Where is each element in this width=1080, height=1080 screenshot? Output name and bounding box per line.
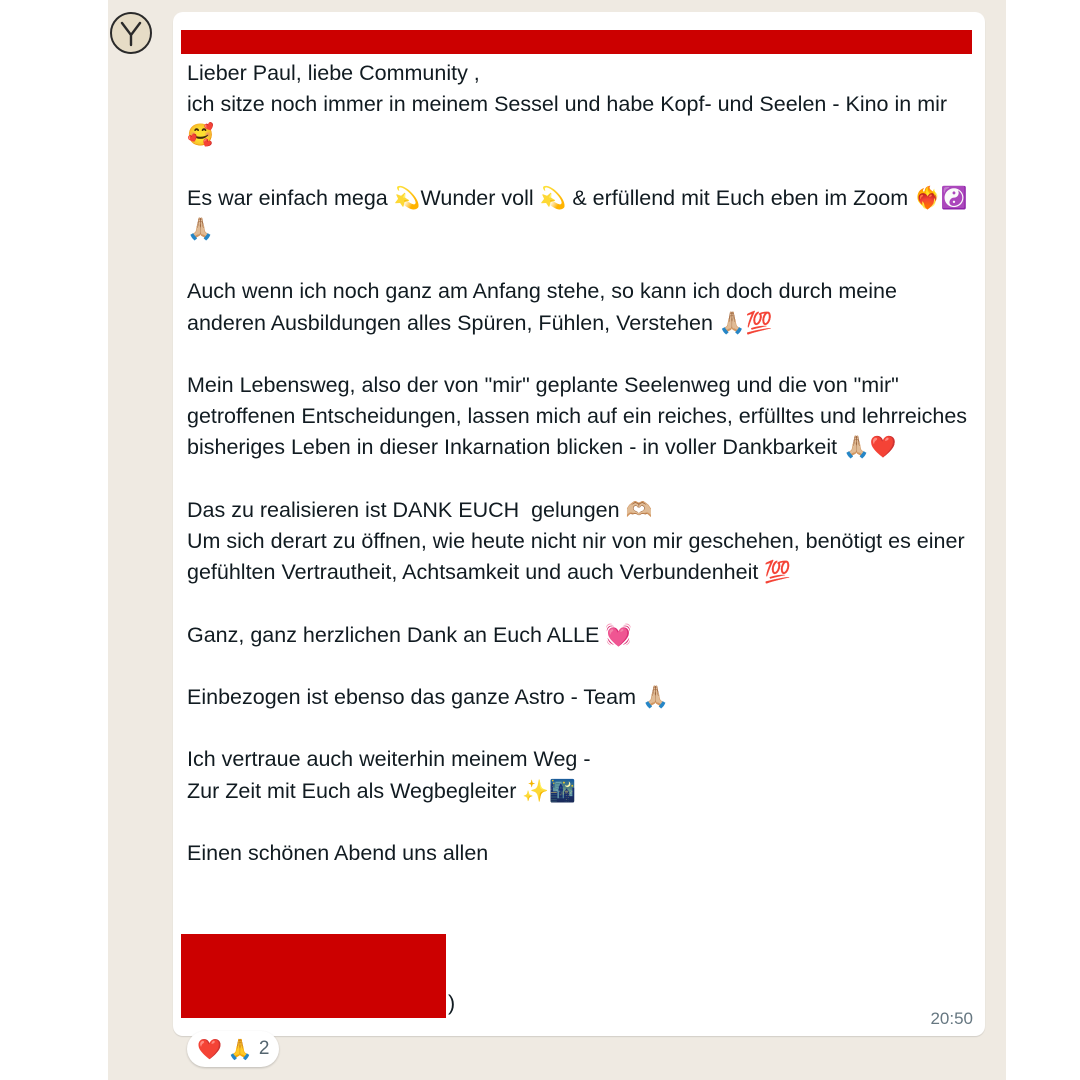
heart-reaction-icon: ❤️ xyxy=(197,1038,222,1061)
message-timestamp: 20:50 xyxy=(930,1009,973,1028)
y-letter-icon xyxy=(112,14,150,52)
pray-reaction-icon: 🙏 xyxy=(227,1038,253,1061)
redacted-signature xyxy=(181,934,446,1018)
message-text: Lieber Paul, liebe Community , ich sitze noch immer in meinem Sessel und habe Kopf- und Seelen - Kino in mir 🥰 Es war einfach mega 💫Wunder voll 💫 & erfüllend mit Euch eben im Zoom ❤️‍🔥☯️🙏🏼 Auch wenn ich noch ganz am Anfang stehe, so kann ich doch durch meine anderen Ausbildungen alles Spüren, Fühlen, Verstehen 🙏🏼💯 Mein Lebensweg, also der von "mir" geplante Seelenweg und die von "mir" getroffenen Entscheidungen, lassen mich auf ein reiches, erfülltes und lehrreiches bisheriges Leben in dieser Inkarnation blicken - in voller Dankbarkeit 🙏🏼❤️ Das zu realisieren ist DANK EUCH gelungen 🫶🏼 Um sich derart zu öffnen, wie heute nicht nir von mir geschehen, benötigt es einer gefühlten Vertrautheit, Achtsamkeit und auch Verbundenheit 💯 Ganz, ganz herzlichen Dank an Euch ALLE 💓 Einbezogen ist ebenso das ganze Astro - Team 🙏🏼 Ich vertraue auch weiterhin meinem Weg - Zur Zeit mit Euch als Wegbegleiter ✨🌃 Einen schönen Abend uns allen xyxy=(187,61,968,866)
reactions-pill[interactable] xyxy=(187,1031,279,1067)
sender-avatar[interactable] xyxy=(110,12,152,54)
message-text-tail: ) xyxy=(448,991,456,1015)
redacted-sender-name xyxy=(181,30,972,54)
reaction-count: 2 xyxy=(258,1038,270,1059)
